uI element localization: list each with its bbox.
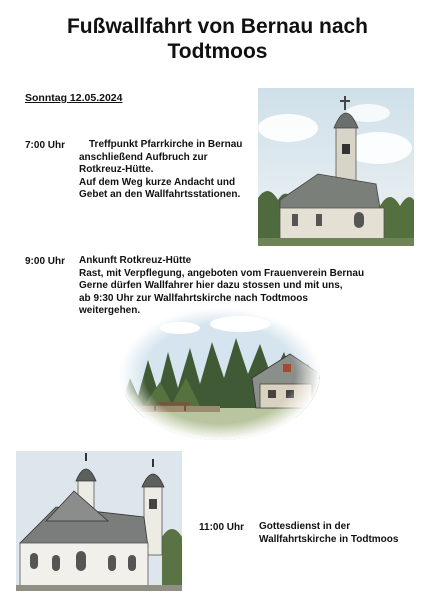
schedule-line: Wallfahrtskirche in Todtmoos bbox=[259, 533, 399, 545]
schedule-line: weitergehen. bbox=[79, 305, 141, 317]
title-line-1: Fußwallfahrt von Bernau nach bbox=[66, 15, 369, 38]
schedule-line: anschließend Aufbruch zur bbox=[79, 151, 208, 163]
schedule-text-1 bbox=[79, 139, 242, 202]
schedule-line: Gerne dürfen Wallfahrer hier dazu stossen und mit uns, bbox=[79, 280, 343, 292]
schedule-time-2: 9:00 Uhr bbox=[25, 256, 66, 267]
schedule-line: Gebet an den Wallfahrtsstationen. bbox=[79, 189, 241, 201]
schedule-line: Rast, mit Verpflegung, angeboten vom Frauenverein Bernau bbox=[79, 267, 365, 279]
schedule-line: ab 9:30 Uhr zur Wallfahrtskirche nach Todtmoos bbox=[79, 292, 308, 304]
page-title bbox=[0, 14, 435, 64]
title-line-2: Todtmoos bbox=[167, 40, 268, 63]
schedule-time-3: 11:00 Uhr bbox=[199, 522, 245, 533]
schedule-time-1: 7:00 Uhr bbox=[25, 140, 66, 151]
wallfahrtskirche-todtmoos-photo bbox=[16, 451, 182, 591]
schedule-line: Auf dem Weg kurze Andacht und bbox=[79, 176, 236, 188]
schedule-line: Ankunft Rotkreuz-Hütte bbox=[79, 255, 192, 266]
church-bernau-photo bbox=[258, 88, 414, 246]
event-date: Sonntag 12.05.2024 bbox=[25, 92, 123, 104]
schedule-line: Treffpunkt Pfarrkirche in Bernau bbox=[89, 139, 243, 150]
rotkreuz-huette-photo bbox=[120, 308, 320, 440]
schedule-line: Gottesdienst in der bbox=[259, 521, 351, 532]
schedule-text-3 bbox=[259, 521, 398, 546]
schedule-line: Rotkreuz-Hütte. bbox=[79, 164, 154, 176]
